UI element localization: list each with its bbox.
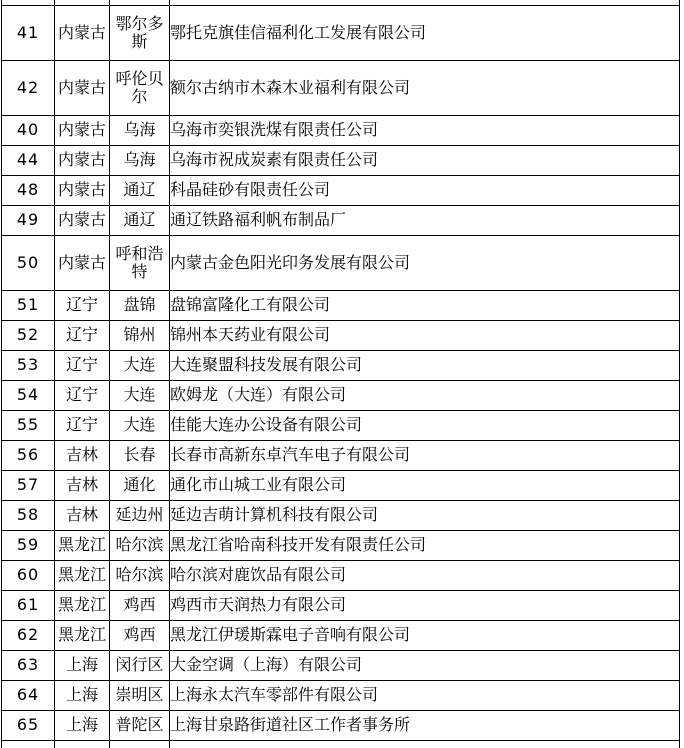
table-row xyxy=(2,350,680,380)
city-cell: 大连 xyxy=(110,380,170,410)
table-row xyxy=(2,115,680,145)
city-cell: 鄂尔多斯 xyxy=(110,5,170,60)
row-number-cell: 49 xyxy=(2,205,55,235)
company-cell: 鄂托克旗佳信福利化工发展有限公司 xyxy=(170,5,680,60)
table-row xyxy=(2,205,680,235)
city-cell: 大连 xyxy=(110,350,170,380)
table-row xyxy=(2,60,680,115)
table-row xyxy=(2,320,680,350)
row-number-cell: 55 xyxy=(2,410,55,440)
city-cell: 锦州 xyxy=(110,320,170,350)
company-cell: 黑龙江伊瑗斯霖电子音响有限公司 xyxy=(170,620,680,650)
province-cell: 内蒙古 xyxy=(55,5,110,60)
table-row xyxy=(2,590,680,620)
company-cell: 佳能大连办公设备有限公司 xyxy=(170,410,680,440)
city-cell: 呼伦贝尔 xyxy=(110,60,170,115)
row-number-cell: 42 xyxy=(2,60,55,115)
company-cell: 内蒙古金色阳光印务发展有限公司 xyxy=(170,235,680,290)
partial-row-bottom xyxy=(2,740,680,748)
table-body xyxy=(2,0,680,748)
table-row xyxy=(2,440,680,470)
row-number-cell: 50 xyxy=(2,235,55,290)
province-cell: 上海 xyxy=(55,650,110,680)
company-cell: 额尔古纳市木森木业福利有限公司 xyxy=(170,60,680,115)
province-cell: 内蒙古 xyxy=(55,115,110,145)
table-row xyxy=(2,710,680,740)
empty-cell xyxy=(55,740,110,748)
table-row xyxy=(2,175,680,205)
province-cell: 黑龙江 xyxy=(55,590,110,620)
company-cell: 鸡西市天润热力有限公司 xyxy=(170,590,680,620)
province-cell: 辽宁 xyxy=(55,410,110,440)
row-number-cell: 61 xyxy=(2,590,55,620)
empty-cell xyxy=(2,740,55,748)
company-cell: 锦州本天药业有限公司 xyxy=(170,320,680,350)
province-cell: 内蒙古 xyxy=(55,60,110,115)
row-number-cell: 54 xyxy=(2,380,55,410)
table-row xyxy=(2,290,680,320)
company-cell: 乌海市祝成炭素有限责任公司 xyxy=(170,145,680,175)
province-cell: 黑龙江 xyxy=(55,620,110,650)
row-number-cell: 52 xyxy=(2,320,55,350)
table-row xyxy=(2,560,680,590)
row-number-cell: 40 xyxy=(2,115,55,145)
table-row xyxy=(2,530,680,560)
row-number-cell: 58 xyxy=(2,500,55,530)
row-number-cell: 56 xyxy=(2,440,55,470)
province-cell: 辽宁 xyxy=(55,350,110,380)
table-row xyxy=(2,680,680,710)
table-row xyxy=(2,470,680,500)
company-cell: 通辽铁路福利帆布制品厂 xyxy=(170,205,680,235)
city-cell: 乌海 xyxy=(110,145,170,175)
row-number-cell: 59 xyxy=(2,530,55,560)
table-row xyxy=(2,145,680,175)
province-cell: 内蒙古 xyxy=(55,235,110,290)
empty-cell xyxy=(110,740,170,748)
table-row xyxy=(2,410,680,440)
table-row xyxy=(2,650,680,680)
city-cell: 通化 xyxy=(110,470,170,500)
province-cell: 辽宁 xyxy=(55,320,110,350)
company-list-table xyxy=(1,0,680,748)
city-cell: 哈尔滨 xyxy=(110,530,170,560)
city-cell: 呼和浩特 xyxy=(110,235,170,290)
province-cell: 吉林 xyxy=(55,470,110,500)
city-cell: 通辽 xyxy=(110,175,170,205)
province-cell: 吉林 xyxy=(55,440,110,470)
row-number-cell: 44 xyxy=(2,145,55,175)
province-cell: 上海 xyxy=(55,710,110,740)
table-row xyxy=(2,620,680,650)
city-cell: 鸡西 xyxy=(110,620,170,650)
row-number-cell: 62 xyxy=(2,620,55,650)
province-cell: 上海 xyxy=(55,680,110,710)
company-cell: 长春市高新东卓汽车电子有限公司 xyxy=(170,440,680,470)
row-number-cell: 64 xyxy=(2,680,55,710)
company-cell: 上海永太汽车零部件有限公司 xyxy=(170,680,680,710)
city-cell: 长春 xyxy=(110,440,170,470)
company-cell: 科晶硅砂有限责任公司 xyxy=(170,175,680,205)
company-cell: 大金空调（上海）有限公司 xyxy=(170,650,680,680)
table-row xyxy=(2,500,680,530)
company-cell: 上海甘泉路街道社区工作者事务所 xyxy=(170,710,680,740)
company-cell: 延边吉萌计算机科技有限公司 xyxy=(170,500,680,530)
province-cell: 辽宁 xyxy=(55,290,110,320)
city-cell: 盘锦 xyxy=(110,290,170,320)
city-cell: 通辽 xyxy=(110,205,170,235)
row-number-cell: 53 xyxy=(2,350,55,380)
province-cell: 吉林 xyxy=(55,500,110,530)
row-number-cell: 57 xyxy=(2,470,55,500)
row-number-cell: 60 xyxy=(2,560,55,590)
row-number-cell: 48 xyxy=(2,175,55,205)
company-cell: 通化市山城工业有限公司 xyxy=(170,470,680,500)
row-number-cell: 65 xyxy=(2,710,55,740)
city-cell: 大连 xyxy=(110,410,170,440)
province-cell: 内蒙古 xyxy=(55,145,110,175)
company-cell: 乌海市奕银洗煤有限责任公司 xyxy=(170,115,680,145)
city-cell: 延边州 xyxy=(110,500,170,530)
city-cell: 乌海 xyxy=(110,115,170,145)
city-cell: 哈尔滨 xyxy=(110,560,170,590)
table-row xyxy=(2,5,680,60)
company-cell: 大连聚盟科技发展有限公司 xyxy=(170,350,680,380)
company-cell: 欧姆龙（大连）有限公司 xyxy=(170,380,680,410)
province-cell: 黑龙江 xyxy=(55,530,110,560)
province-cell: 内蒙古 xyxy=(55,175,110,205)
row-number-cell: 63 xyxy=(2,650,55,680)
table-row xyxy=(2,380,680,410)
city-cell: 闵行区 xyxy=(110,650,170,680)
company-cell: 盘锦富隆化工有限公司 xyxy=(170,290,680,320)
city-cell: 普陀区 xyxy=(110,710,170,740)
province-cell: 黑龙江 xyxy=(55,560,110,590)
company-cell: 哈尔滨对鹿饮品有限公司 xyxy=(170,560,680,590)
province-cell: 辽宁 xyxy=(55,380,110,410)
city-cell: 鸡西 xyxy=(110,590,170,620)
company-cell: 黑龙江省哈南科技开发有限责任公司 xyxy=(170,530,680,560)
province-cell: 内蒙古 xyxy=(55,205,110,235)
table-row xyxy=(2,235,680,290)
empty-cell xyxy=(170,740,680,748)
row-number-cell: 41 xyxy=(2,5,55,60)
city-cell: 崇明区 xyxy=(110,680,170,710)
row-number-cell: 51 xyxy=(2,290,55,320)
